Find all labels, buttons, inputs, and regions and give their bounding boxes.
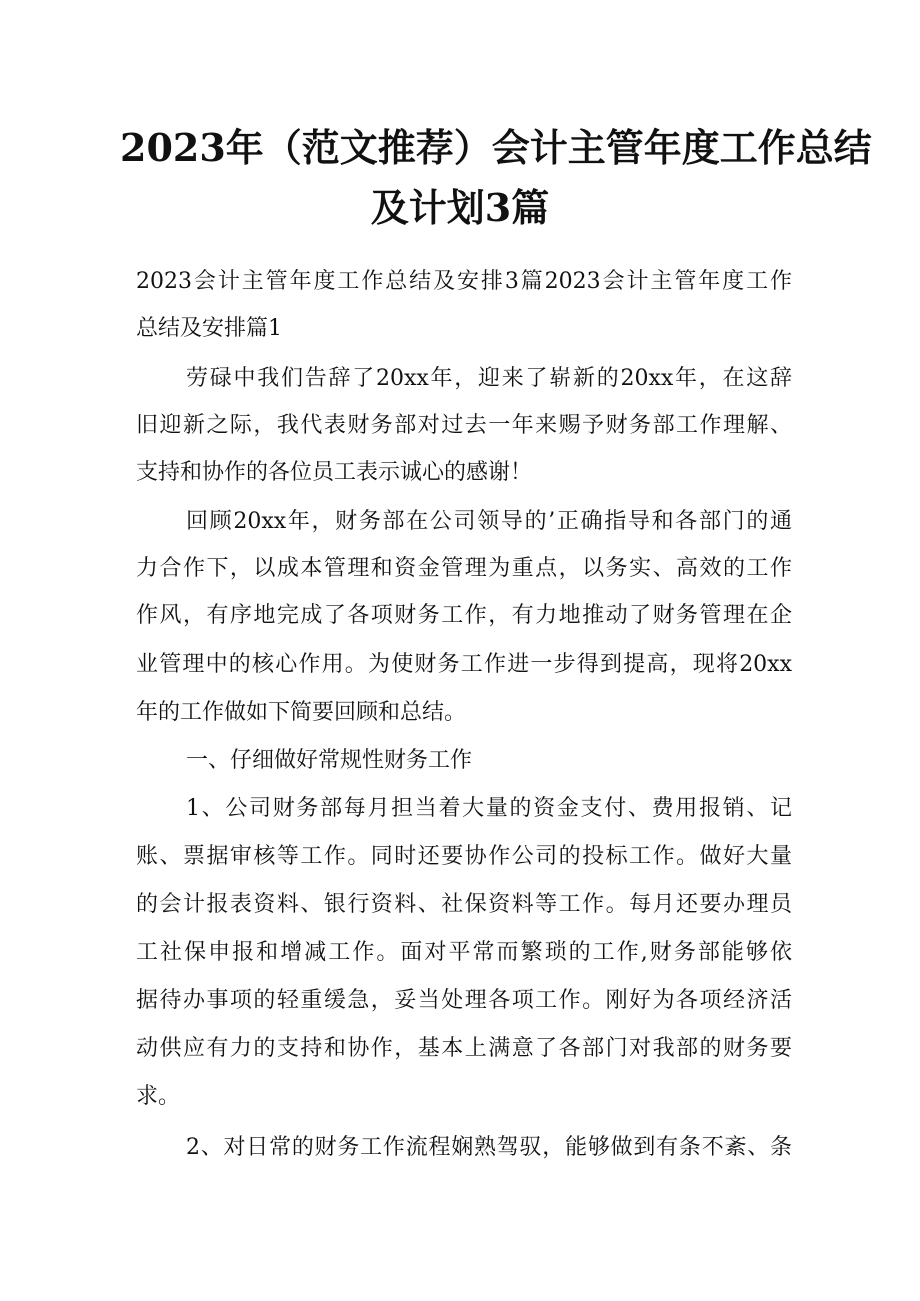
paragraph-2-line-1: 回顾20xx年，财务部在公司领导的’正确指导和各部门的通: [186, 509, 792, 534]
subtitle-line-2: 总结及安排篇1: [136, 316, 282, 341]
paragraph-2-line-5: 年的工作做如下简要回顾和总结。: [136, 700, 467, 725]
paragraph-2-line-2: 力合作下，以成本管理和资金管理为重点，以务实、高效的工作: [136, 556, 792, 581]
paragraph-1-line-1: 劳碌中我们告辞了20xx年，迎来了崭新的20xx年，在这辞: [186, 366, 792, 391]
paragraph-1-line-3: 支持和协作的各位员工表示诚心的感谢！: [136, 460, 533, 485]
document-title-line-1: 2023年（范文推荐）会计主管年度工作总结: [120, 125, 872, 170]
section-heading-1: 一、仔细做好常规性财务工作: [186, 748, 473, 773]
paragraph-3-line-5: 据待办事项的轻重缓急，妥当处理各项工作。刚好为各项经济活: [136, 988, 792, 1013]
paragraph-3-line-6: 动供应有力的支持和协作，基本上满意了各部门对我部的财务要: [136, 1036, 792, 1061]
document-title-line-2: 及计划3篇: [370, 185, 550, 230]
paragraph-3-line-7: 求。: [136, 1084, 181, 1109]
subtitle-line-1: 2023会计主管年度工作总结及安排3篇2023会计主管年度工作: [136, 269, 792, 294]
paragraph-2-line-3: 作风，有序地完成了各项财务工作，有力地推动了财务管理在企: [136, 603, 792, 628]
paragraph-3-line-4: 工社保申报和增减工作。面对平常而繁琐的工作,财务部能够依: [136, 940, 792, 965]
paragraph-4-line-1: 2、对日常的财务工作流程娴熟驾驭，能够做到有条不紊、条: [186, 1135, 792, 1160]
paragraph-2-line-4: 业管理中的核心作用。为使财务工作进一步得到提高，现将20xx: [136, 652, 792, 677]
paragraph-1-line-2: 旧迎新之际，我代表财务部对过去一年来赐予财务部工作理解、: [136, 413, 792, 438]
paragraph-3-line-2: 账、票据审核等工作。同时还要协作公司的投标工作。做好大量: [136, 844, 792, 869]
paragraph-3-line-3: 的会计报表资料、银行资料、社保资料等工作。每月还要办理员: [136, 892, 792, 917]
paragraph-3-line-1: 1、公司财务部每月担当着大量的资金支付、费用报销、记: [186, 796, 792, 821]
